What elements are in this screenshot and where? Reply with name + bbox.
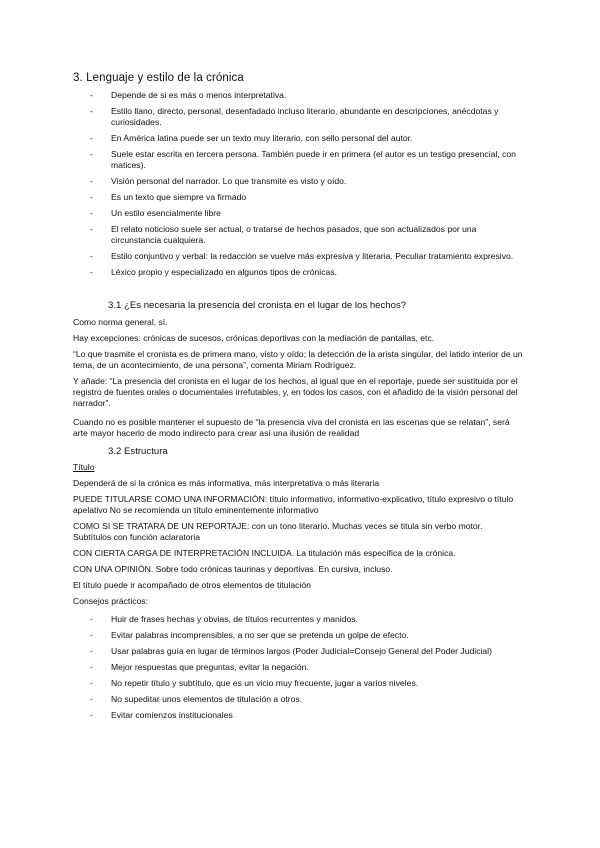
paragraph-puede-titularse: PUEDE TITULARSE COMO UNA INFORMACIÓN: título informativo, informativo-explicativo, título expresivo o título apelativo No se recomienda un título eminentemente informativo [73,494,514,515]
subsection-title-structure: 3.2 Estructura [108,446,168,457]
paragraph-dependera: Dependerá de si la crónica es más informativa, más interpretativa o más literaria [73,478,380,488]
list-item: - En América latina puede ser un texto muy literario, con sello personal del autor. [0,133,600,144]
paragraph-excepciones: Hay excepciones: crónicas de sucesos, crónicas deportivas con la mediación de pantallas, etc. [73,333,435,343]
list-item: - Un estilo esencialmente libre [0,208,600,219]
paragraph-quote-1: “Lo que trasmite el cronista es de primera mano, visto y oído; la detección de la arista singular, del latido interior de un tema, de un acontecimiento, de una persona”, comenta Miriam Rodríguez. [73,349,523,370]
list-item: - Evitar palabras incomprensibles, a no ser que se pretenda un golpe de efecto. [0,630,572,641]
list-item: - El relato noticioso suele ser actual, o tratarse de hechos pasados, que son actualizados por una circunstancia cualquiera. [0,224,600,246]
paragraph-cuando: Cuando no es posible mantener el supuesto de “la presencia viva del cronista en las escenas que se relatan”, será arte mayor hacerlo de modo indirecto para crear así una ilusión de realidad [73,417,510,438]
list-item: - Evitar comienzos institucionales [0,710,572,721]
list-item: - Es un texto que siempre va firmado [0,192,600,203]
section-title: 3. Lenguaje y estilo de la crónica [73,72,244,84]
list-item: - Léxico propio y especializado en algunos tipos de crónicas. [0,267,600,278]
list-item: - Huir de frases hechas y obvias, de títulos recurrentes y manidos. [0,614,572,625]
heading-titulo: Título [73,462,95,472]
list-item: - Visión personal del narrador. Lo que transmite es visto y oído. [0,176,600,187]
list-item: - Suele estar escrita en tercera persona. También puede ir en primera (el autor es un testigo presencial, con matices). [0,149,600,171]
paragraph-carga-interpretacion: CON CIERTA CARGA DE INTERPRETACIÓN INCLUIDA. La titulación más específica de la crónica. [73,548,456,558]
list-item: - Usar palabras guía en lugar de términos largos (Poder Judicial=Consejo General del Poder Judicial) [0,646,572,657]
paragraph-como-reportaje: COMO SI SE TRATARA DE UN REPORTAJE: con un tono literario. Muchas veces se titula sin verbo motor. Subtítulos con función aclaratoria [73,521,483,542]
paragraph-norma: Como norma general, sí. [73,317,168,327]
paragraph-consejos: Consejos prácticos: [73,596,148,606]
paragraph-el-titulo: El título puede ir acompañado de otros elementos de titulación [73,580,311,590]
list-item: - No supeditar unos elementos de titulación a otros. [0,694,572,705]
paragraph-opinion: CON UNA OPINIÓN. Sobre todo crónicas taurinas y deportivas. En cursiva, incluso. [73,564,393,574]
list-item: - Depende de si es más o menos interpretativa. [0,90,600,101]
list-item: - No repetir título y subtítulo, que es un vicio muy frecuente, jugar a varios niveles. [0,678,572,689]
practical-tips-list [0,614,572,726]
list-item: - Mejor respuestas que preguntas, evitar la negación. [0,662,572,673]
paragraph-quote-2: Y añade: “La presencia del cronista en el lugar de los hechos, al igual que en el reportaje, puede ser sustituida por el registro de fuentes orales o documentales irrefutables, y, en todos los casos, con el añadido de la visión personal del narrador”. [73,376,518,408]
list-item: - Estilo conjuntivo y verbal: la redacción se vuelve más expresiva y literaria. Peculiar tratamiento expresivo. [0,251,600,262]
style-features-list [0,90,600,283]
subsection-title-presence: 3.1 ¿Es necesaria la presencia del cronista en el lugar de los hechos? [108,300,407,311]
list-item: - Estilo llano, directo, personal, desenfadado incluso literario, abundante en descripciones, anécdotas y curiosidades. [0,106,600,128]
